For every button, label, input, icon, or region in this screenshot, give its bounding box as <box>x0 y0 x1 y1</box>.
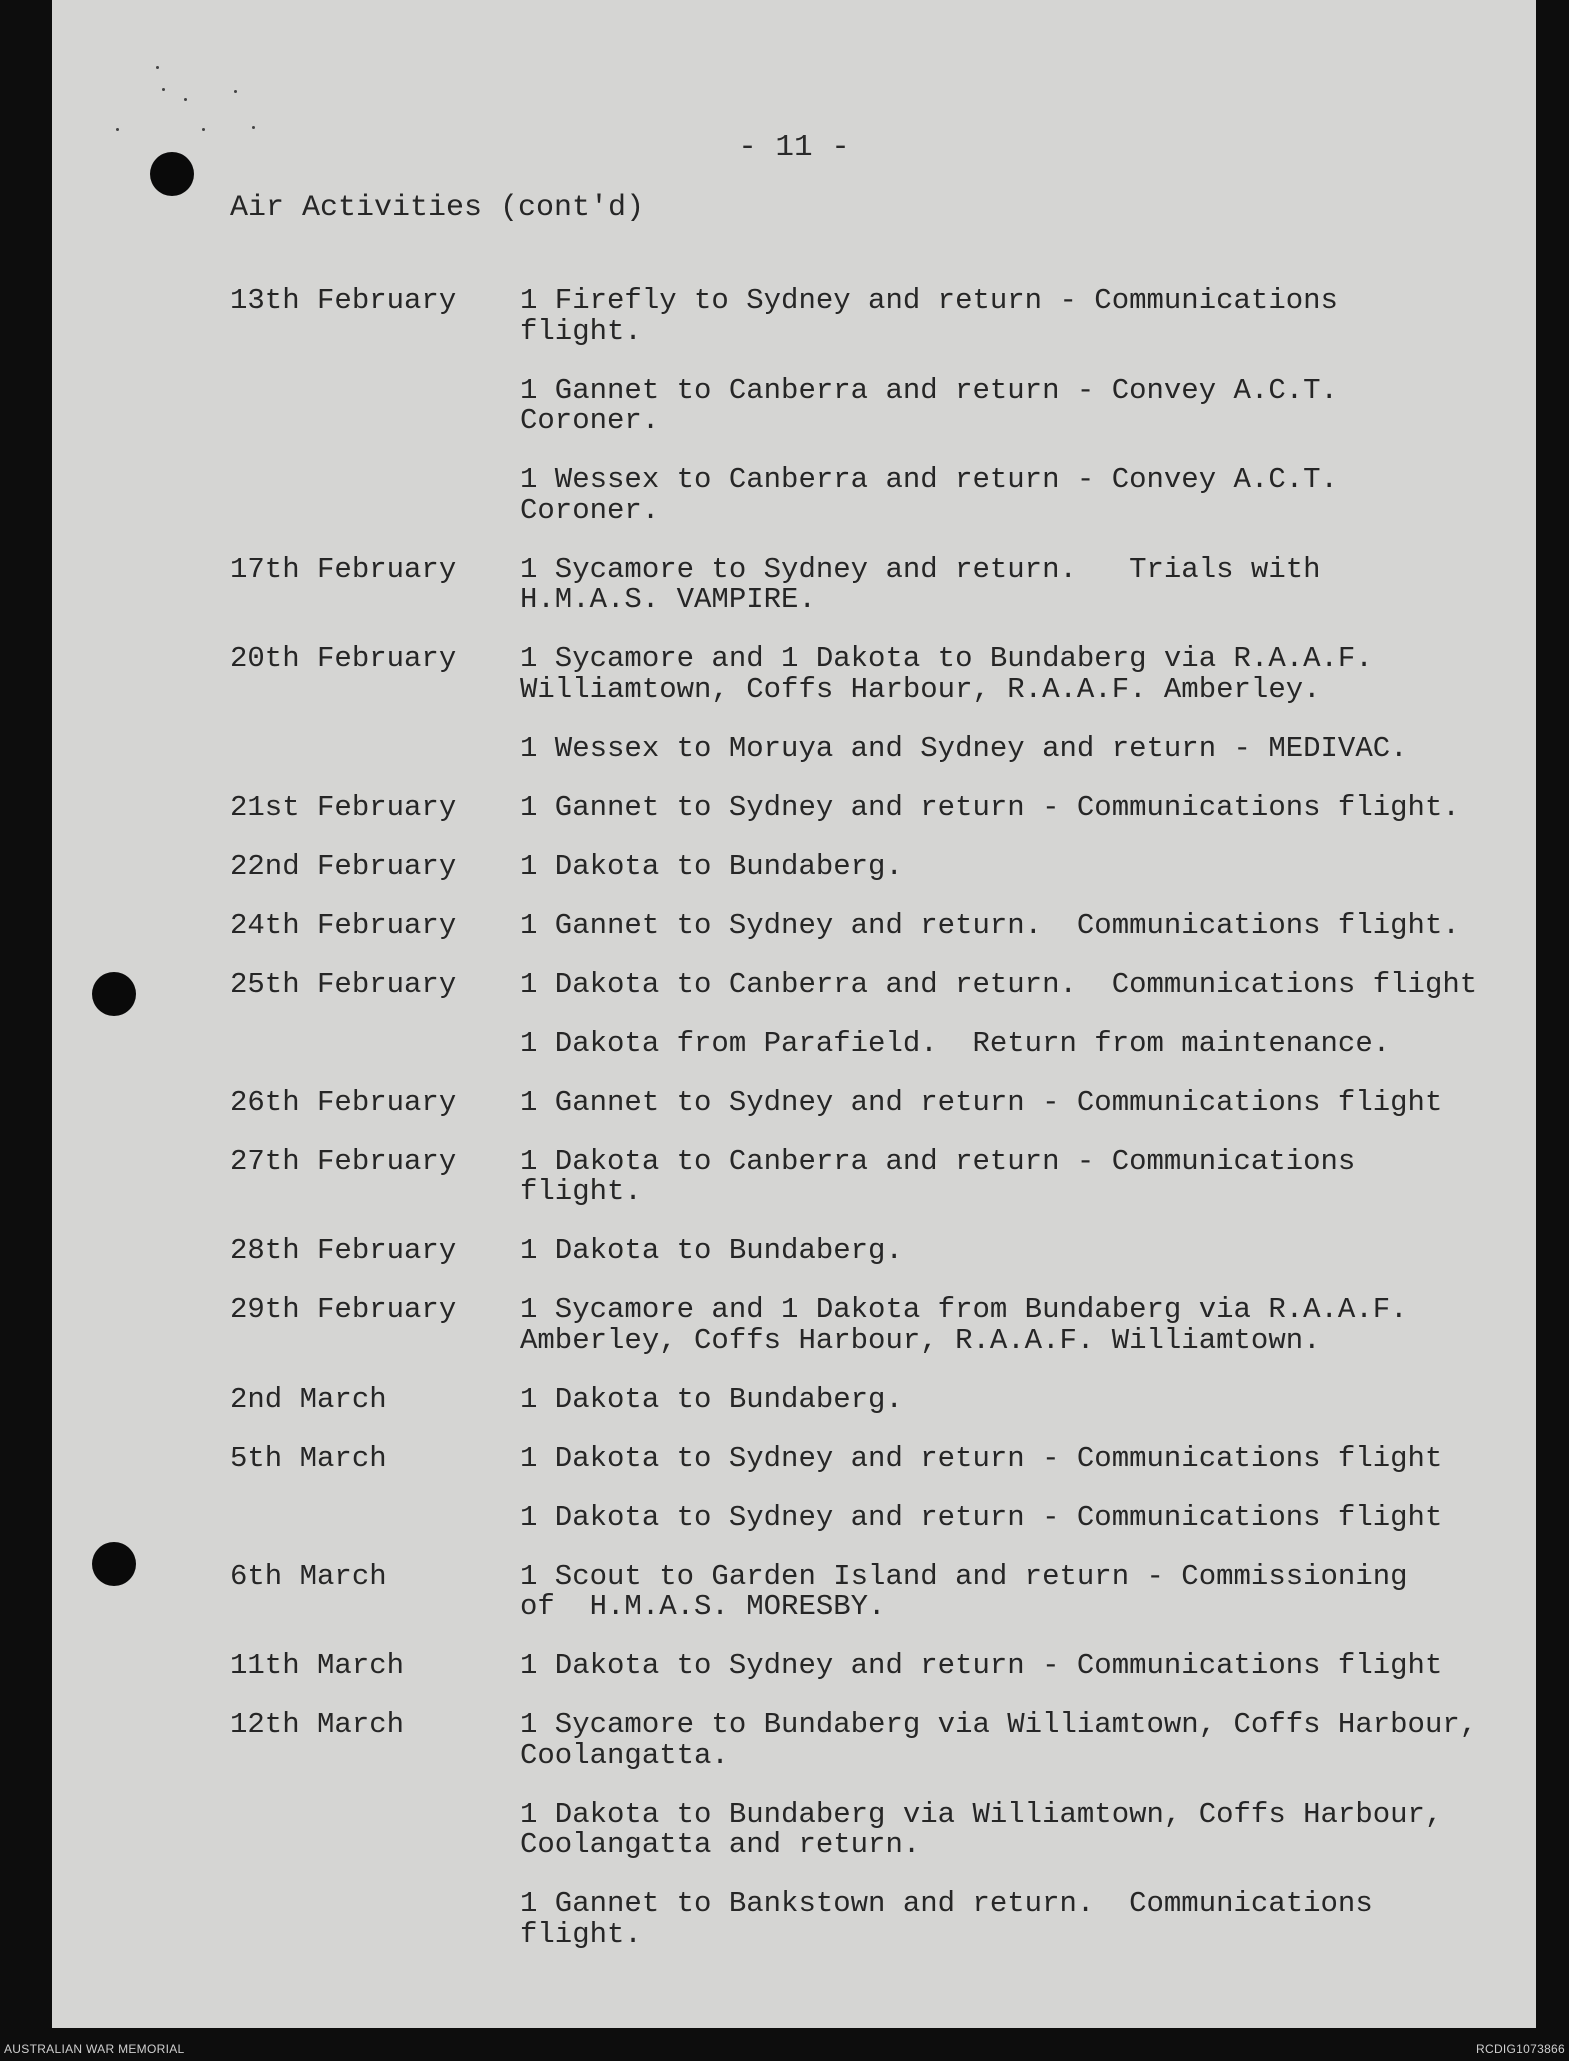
log-entry <box>230 967 1530 1001</box>
entry-date: 12th March <box>230 1708 405 1741</box>
log-entry <box>230 1441 1530 1475</box>
entry-text: 1 Dakota to Sydney and return - Communications flight <box>520 1649 1443 1682</box>
entry-date: 29th February <box>230 1293 457 1326</box>
log-entry <box>230 908 1530 942</box>
entry-date: 22nd February <box>230 849 457 883</box>
entry-text: 1 Wessex to Moruya and Sydney and return - MEDIVAC. <box>520 731 1408 765</box>
archive-reference: RCDIG1073866 <box>1476 2042 1565 2056</box>
entry-date: 11th March <box>230 1649 405 1682</box>
entry-date <box>230 1029 520 1060</box>
entry-text: 1 Firefly to Sydney and return - Communications flight. <box>520 284 1338 348</box>
entry-date <box>230 376 520 437</box>
entry-date: 25th February <box>230 967 457 1001</box>
log-entry <box>230 1382 1530 1416</box>
log-entry <box>230 731 1530 765</box>
log-entry <box>230 552 1530 616</box>
entry-date <box>230 465 520 526</box>
entry-text: 1 Dakota to Sydney and return - Communications flight <box>520 1500 1443 1534</box>
log-entry <box>230 286 1530 347</box>
entry-text: 1 Gannet to Sydney and return - Communications flight. <box>520 790 1460 824</box>
archive-credit: AUSTRALIAN WAR MEMORIAL <box>4 2042 185 2056</box>
log-entry <box>230 1085 1530 1119</box>
entry-date: 17th February <box>230 552 457 586</box>
entry-date: 6th March <box>230 1559 387 1593</box>
log-entry <box>230 790 1530 824</box>
log-entry <box>230 849 1530 883</box>
punch-hole-bottom <box>92 1542 136 1586</box>
entry-text: 1 Dakota to Bundaberg. <box>520 849 903 883</box>
ink-speck <box>184 98 187 101</box>
entry-text: 1 Dakota to Bundaberg. <box>520 1382 903 1416</box>
entry-text: 1 Sycamore and 1 Dakota from Bundaberg via R.A.A.F. Amberley, Coffs Harbour, R.A.A.F. Williamtown. <box>520 1293 1408 1357</box>
log-entry <box>230 373 1530 437</box>
log-entry <box>230 1295 1530 1356</box>
log-entry <box>230 1889 1530 1950</box>
entry-date <box>230 1889 520 1950</box>
activity-log <box>230 286 1530 1979</box>
log-entry <box>230 1559 1530 1623</box>
entry-date: 20th February <box>230 642 457 675</box>
entry-date <box>230 1503 520 1534</box>
ink-speck <box>234 90 237 93</box>
entry-text: 1 Scout to Garden Island and return - Commissioning of H.M.A.S. MORESBY. <box>520 1559 1408 1623</box>
entry-date: 27th February <box>230 1144 457 1178</box>
entry-text: 1 Gannet to Sydney and return - Communications flight <box>520 1085 1443 1119</box>
entry-text: 1 Dakota to Canberra and return - Communications flight. <box>520 1144 1356 1208</box>
entry-text: 1 Gannet to Bankstown and return. Communications flight. <box>520 1887 1373 1951</box>
entry-text: 1 Dakota to Sydney and return - Communications flight <box>520 1441 1443 1475</box>
entry-date <box>230 734 520 765</box>
entry-text: 1 Sycamore to Sydney and return. Trials with H.M.A.S. VAMPIRE. <box>520 552 1321 616</box>
entry-text: 1 Dakota to Bundaberg. <box>520 1234 903 1267</box>
entry-text: 1 Dakota from Parafield. Return from maintenance. <box>520 1026 1391 1060</box>
ink-speck <box>252 126 255 129</box>
entry-date: 2nd March <box>230 1382 387 1416</box>
entry-date: 24th February <box>230 908 457 942</box>
entry-date <box>230 1800 520 1861</box>
document-page <box>52 0 1536 2028</box>
entry-date: 28th February <box>230 1234 457 1267</box>
log-entry <box>230 1710 1530 1771</box>
page-number: - 11 - <box>738 130 850 165</box>
log-entry <box>230 1236 1530 1267</box>
punch-hole-middle <box>92 972 136 1016</box>
entry-text: 1 Gannet to Canberra and return - Convey A.C.T. Coroner. <box>520 373 1338 437</box>
entry-date: 21st February <box>230 790 457 824</box>
log-entry <box>230 1026 1530 1060</box>
log-entry <box>230 1797 1530 1861</box>
ink-speck <box>162 88 165 91</box>
ink-speck <box>156 66 159 69</box>
log-entry <box>230 1144 1530 1208</box>
entry-date: 5th March <box>230 1441 387 1475</box>
entry-date: 13th February <box>230 284 457 317</box>
section-heading: Air Activities (cont'd) <box>230 191 645 225</box>
log-entry <box>230 465 1530 526</box>
entry-text: 1 Dakota to Bundaberg via Williamtown, Coffs Harbour, Coolangatta and return. <box>520 1797 1443 1861</box>
log-entry <box>230 1500 1530 1534</box>
entry-date: 26th February <box>230 1085 457 1119</box>
log-entry <box>230 644 1530 705</box>
entry-text: 1 Sycamore to Bundaberg via Williamtown, Coffs Harbour, Coolangatta. <box>520 1708 1478 1772</box>
log-entry <box>230 1651 1530 1682</box>
entry-text: 1 Wessex to Canberra and return - Convey A.C.T. Coroner. <box>520 463 1338 527</box>
entry-text: 1 Gannet to Sydney and return. Communications flight. <box>520 908 1460 942</box>
entry-text: 1 Sycamore and 1 Dakota to Bundaberg via R.A.A.F. Williamtown, Coffs Harbour, R.A.A.F. Amberley. <box>520 642 1373 706</box>
entry-text: 1 Dakota to Canberra and return. Communications flight <box>520 967 1478 1001</box>
